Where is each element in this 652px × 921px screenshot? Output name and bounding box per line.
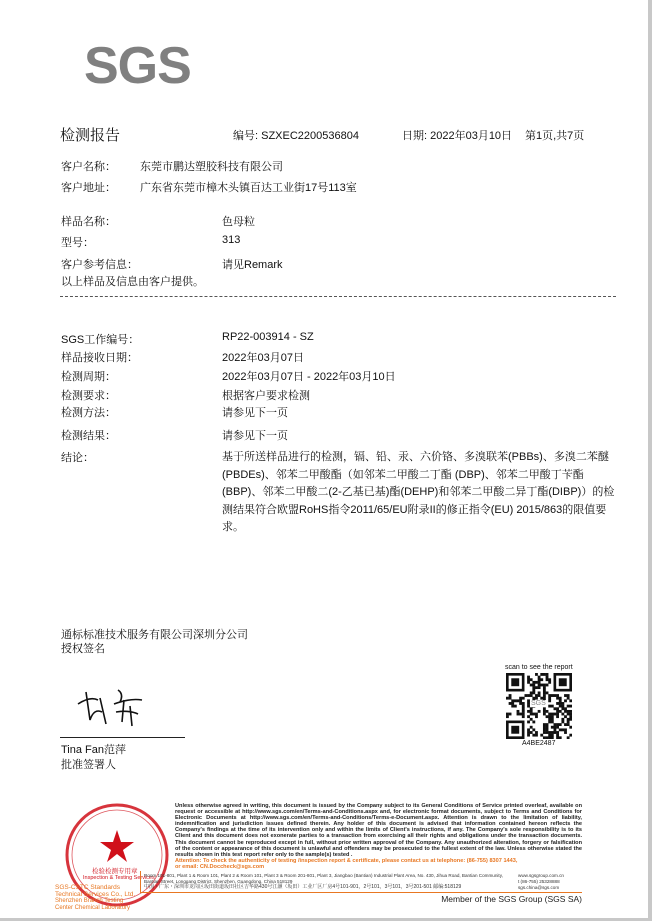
client-name: 东莞市鹏达塑胶科技有限公司 [140,161,283,173]
sample-name: 色母粒 [222,216,255,228]
qr-code-id: A4BE2487 [522,740,556,747]
attention-email: or email: CN.Doccheck@sgs.com [175,864,265,871]
client-address: 广东省东莞市樟木头镇百达工业街17号113室 [140,182,357,194]
page-edge-right [648,0,652,921]
sgs-logo: SGS [84,37,191,95]
address-en: Room 101-801, Plant 1 & Room 101, Plant 2 & Room 101, Plant 3 & Room 201-801, Plant 3, Jiangbao (Bantian) Industrial Plant Area, No. 430, Jihua Road, Bantian Community, Bantian Street, Longgang District, Shenzhen, Guangdong, China 518129 [144,873,503,885]
conclusion-text: 基于所送样品进行的检测，镉、铅、汞、六价铬、多溴联苯(PBBs)、多溴二苯醚(PBDEs)、邻苯二甲酸酯（如邻苯二甲酸二丁酯 (DBP)、邻苯二甲酸丁苄酯(BBP)、邻苯二甲酸二(2-乙基已基)酯(DEHP)和邻苯二甲酸二异丁酯(DIBP)）的检测结果符合欧盟RoHS指令2011/65/EU附录II的修正指令(EU) 2015/863的限值要求。 [222,451,615,533]
disclaimer-text: Unless otherwise agreed in writing, this document is issued by the Company subject to its General Conditions of Service printed overleaf, available on request or accessible at http://www.sgs.com/en/Terms-and-Conditions.aspx and, for electronic format documents, subject to Terms and Conditions for Electronic Documents at http://www.sgs.com/en/Terms-and-Conditions/Terms-e-Document.aspx. Attention is drawn to the limitation of liability, indemnification and jurisdiction issues defined therein. Any holder of this document is advised that information contained hereon reflects the Company's findings at the time of its intervention only and within the limits of Client's instructions, if any. The Company's sole responsibility is to its Client and this document does not exonerate parties to a transaction from exercising all their rights and obligations under the transaction documents. This document cannot be reproduced except in full, without prior written approval of the Company. Any unauthorized alteration, forgery or falsification of the content or appearance of this document is unlawful and offenders may be prosecuted to the fullest extent of the law. Unless otherwise stated the results shown in this test report refer only to the sample(s) tested . [175,803,582,858]
model-label: 型号： [61,237,94,249]
signer-name: Tina Fan范萍 [61,744,127,756]
address-column [144,873,510,890]
client-ref-label: 客户参考信息： [61,259,138,271]
stamp-company: SGS-CSTC Standards Technical Services Co., Ltd. [55,884,136,898]
job-number: RP22-003914 - SZ [222,331,314,343]
phone: t (86-755) 25328888 [518,879,560,885]
model: 313 [222,234,241,246]
test-method-label: 检测方法： [61,407,116,419]
sample-name-label: 样品名称： [61,216,116,228]
test-period: 2022年03月07日 - 2022年03月10日 [222,371,396,383]
qr-caption: scan to see the report [505,664,573,671]
signer-role: 批准签署人 [61,759,116,771]
footer [140,803,582,904]
signature-image [72,682,152,728]
stamp-en-text: Inspection & Testing Services [83,875,155,881]
company-name: 通标标准技术服务有限公司深圳分公司 [61,629,248,641]
test-result-label: 检测结果： [61,430,116,442]
receive-date: 2022年03月07日 [222,352,304,364]
divider [60,296,616,297]
test-result: 请参见下一页 [222,430,288,442]
report-date: 日期: 2022年03月10日 [402,130,513,142]
member-text: Member of the SGS Group (SGS SA) [441,894,582,905]
test-request: 根据客户要求检测 [222,390,310,402]
client-name-label: 客户名称： [61,161,116,173]
contact-column [518,873,582,890]
authorized-signature-label: 授权签名 [61,643,105,655]
attention-line: Attention: To check the authenticity of testing /inspection report & certificate, please contact us at telephone: (86-755) 8307 1443, [175,857,518,864]
test-method: 请参见下一页 [222,407,288,419]
address-row [140,871,582,893]
report-number: 编号: SZXEC2200536804 [233,130,359,142]
address-cn: 中国・广东・深圳市龙岗区坂田街道坂田社区吉华路430号江灏（坂田）工业厂区厂房4号101-901，2号101，3号101，3号201-501 邮编:518129 [144,883,462,890]
stamp-branch: Shenzhen Branch Testing Center Chemical Laboratory [55,898,131,911]
signature-line [60,737,185,738]
test-request-label: 检测要求： [61,390,116,402]
client-address-label: 客户地址： [61,182,116,194]
receive-date-label: 样品接收日期： [61,352,138,364]
email[interactable]: sgs.china@sgs.com [518,884,560,890]
client-ref: 请见Remark [222,259,283,271]
conclusion-label: 结论： [61,452,94,464]
stamp-side-text [55,884,139,912]
test-period-label: 检测周期： [61,371,116,383]
job-number-label: SGS工作编号： [61,334,140,346]
qr-center-label: SGS [531,700,546,707]
sample-note: 以上样品及信息由客户提供。 [61,276,204,288]
page-indicator: 第1页,共7页 [525,130,585,142]
report-title: 检测报告 [60,127,121,144]
website[interactable]: www.sgsgroup.com.cn [518,873,564,879]
stamp-center-text: 检验检测专用章 [92,868,138,875]
disclaimer-block [140,803,582,870]
